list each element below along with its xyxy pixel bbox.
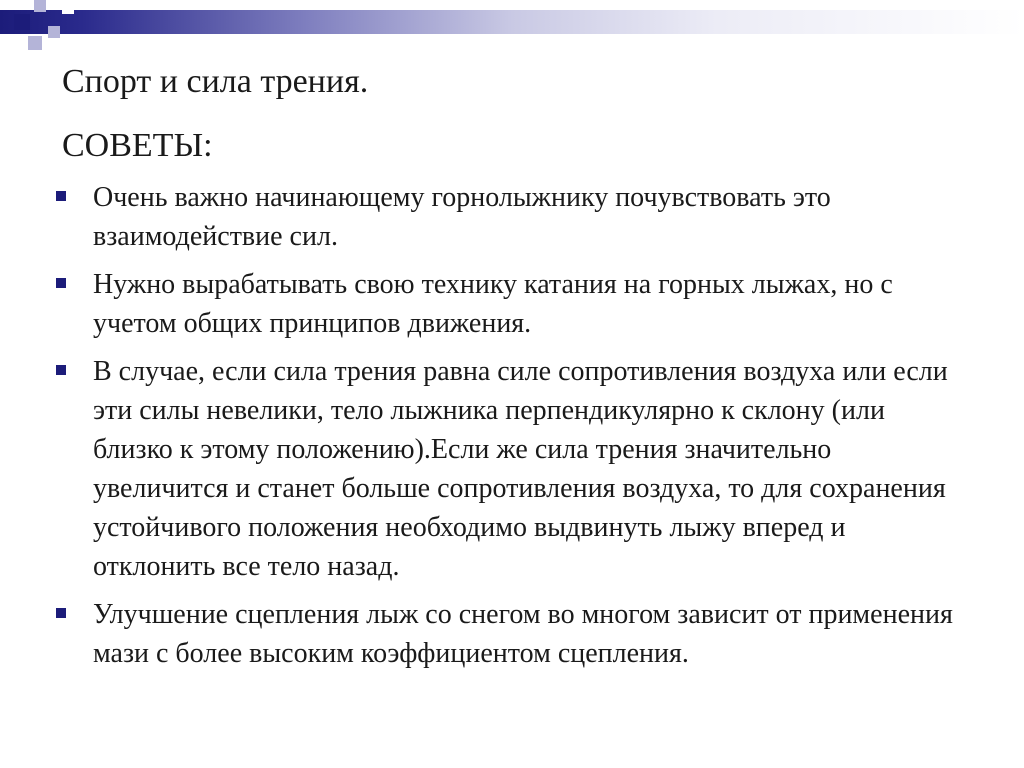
header-decoration-square [14, 14, 30, 30]
bullet-text: В случае, если сила трения равна силе сопротивления воздуха или если эти силы невелики, тело лыжника перпендикулярно к склону (или близко к этому положению).Если же сила трения значительно увеличится и станет больше сопротивления воздуха, то для сохранения устойчивого положения необходимо выдвинуть лыжу вперед и отклонить все тело назад. [93, 356, 948, 582]
bullet-item [56, 178, 956, 256]
header-decoration-square [34, 0, 46, 12]
bullet-item [56, 265, 956, 343]
slide-subtitle: СОВЕТЫ: [62, 127, 213, 164]
header-decoration-band [0, 10, 1024, 34]
bullet-text: Улучшение сцепления лыж со снегом во многом зависит от применения мази с более высоким коэффициентом сцепления. [93, 599, 953, 669]
header-decoration-square [28, 36, 42, 50]
square-bullet-icon [56, 191, 66, 201]
bullet-text: Нужно вырабатывать свою технику катания на горных лыжах, но с учетом общих принципов движения. [93, 269, 893, 339]
header-decoration-square [62, 2, 74, 14]
bullet-item [56, 595, 956, 673]
slide-title: Спорт и сила трения. [62, 63, 369, 100]
square-bullet-icon [56, 608, 66, 618]
header-decoration-square [48, 26, 60, 38]
bullet-item [56, 352, 956, 586]
square-bullet-icon [56, 365, 66, 375]
square-bullet-icon [56, 278, 66, 288]
bullet-list [56, 178, 956, 682]
bullet-text: Очень важно начинающему горнолыжнику почувствовать это взаимодействие сил. [93, 182, 831, 252]
